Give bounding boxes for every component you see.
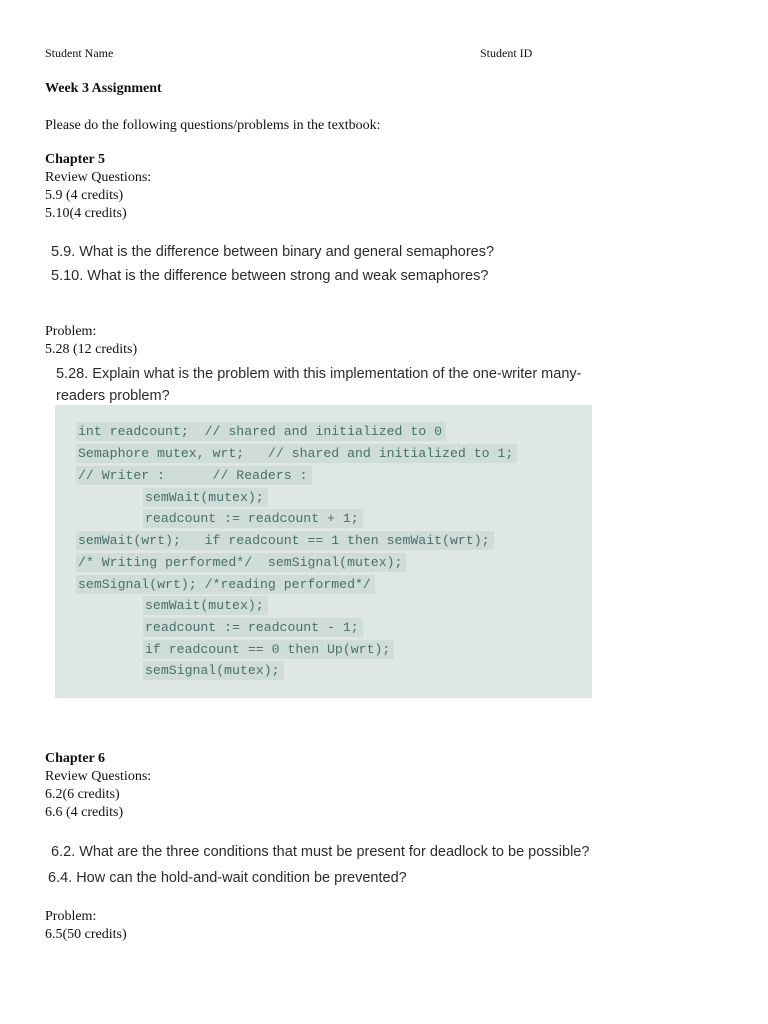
chapter-5-problem-label: Problem: xyxy=(45,324,97,339)
chapter-6-question: 6.2. What are the three conditions that must be present for deadlock to be possible? xyxy=(51,844,590,860)
code-line: semSignal(mutex); xyxy=(143,661,284,680)
chapter-5-question: 5.10. What is the difference between strong and weak semaphores? xyxy=(51,268,489,284)
assignment-title: Week 3 Assignment xyxy=(45,81,162,96)
chapter-5-review-item: 5.9 (4 credits) xyxy=(45,188,124,203)
chapter-6-problem-item: 6.5(50 credits) xyxy=(45,927,127,942)
code-line: // Writer : // Readers : xyxy=(76,466,312,485)
student-name-label: Student Name xyxy=(45,46,114,60)
code-line: semWait(mutex); xyxy=(143,488,268,507)
code-line: if readcount == 0 then Up(wrt); xyxy=(143,640,394,659)
code-line: semSignal(wrt); /*reading performed*/ xyxy=(76,575,375,594)
problem-5-28-text: readers problem? xyxy=(56,388,170,404)
chapter-6-review-item: 6.6 (4 credits) xyxy=(45,805,124,820)
chapter-5-problem-section xyxy=(45,323,137,359)
chapter-6-problem-section xyxy=(45,908,127,944)
chapter-6-question: 6.4. How can the hold-and-wait condition be prevented? xyxy=(48,870,407,886)
student-id-label: Student ID xyxy=(480,46,533,60)
problem-5-28-text: 5.28. Explain what is the problem with this implementation of the one-writer many- xyxy=(56,366,582,382)
instructions-text: Please do the following questions/problems in the textbook: xyxy=(45,118,381,133)
code-line: readcount := readcount - 1; xyxy=(143,618,363,637)
chapter-5-question: 5.9. What is the difference between binary and general semaphores? xyxy=(51,244,495,260)
chapter-6-heading: Chapter 6 xyxy=(45,751,106,766)
chapter-5-problem-item: 5.28 (12 credits) xyxy=(45,342,138,357)
code-line: Semaphore mutex, wrt; // shared and initialized to 1; xyxy=(76,444,517,463)
chapter-5-heading: Chapter 5 xyxy=(45,152,106,167)
chapter-6-section xyxy=(45,750,151,822)
chapter-6-problem-label: Problem: xyxy=(45,909,97,924)
chapter-6-review-item: 6.2(6 credits) xyxy=(45,787,120,802)
chapter-5-review-item: 5.10(4 credits) xyxy=(45,206,127,221)
code-line: semWait(wrt); if readcount == 1 then semWait(wrt); xyxy=(76,531,494,550)
code-line: /* Writing performed*/ semSignal(mutex); xyxy=(76,553,406,572)
code-line: readcount := readcount + 1; xyxy=(143,509,363,528)
code-line: semWait(mutex); xyxy=(143,596,268,615)
code-line: int readcount; // shared and initialized to 0 xyxy=(76,422,446,441)
chapter-6-review-label: Review Questions: xyxy=(45,769,152,784)
code-listing xyxy=(55,405,592,698)
chapter-5-review-label: Review Questions: xyxy=(45,170,152,185)
chapter-5-section xyxy=(45,151,151,223)
